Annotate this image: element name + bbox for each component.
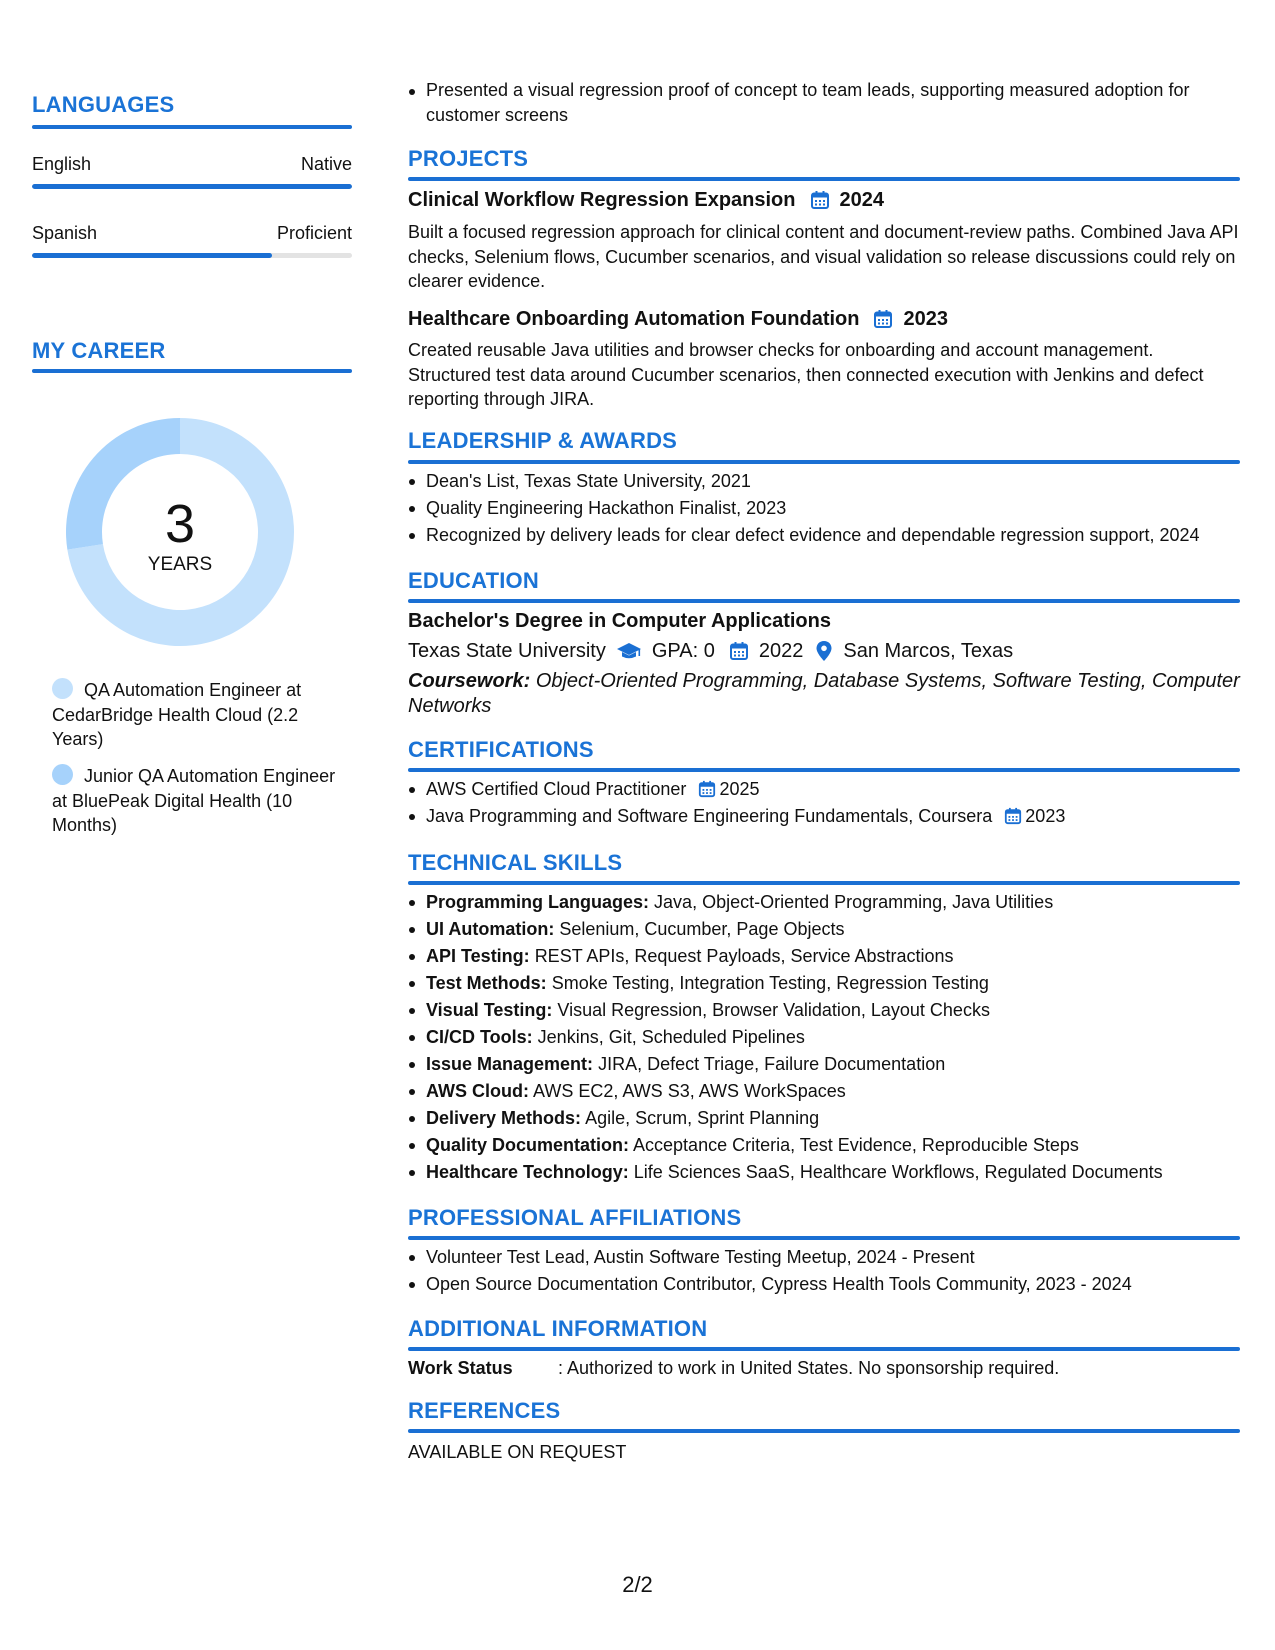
language-row-spanish [32,222,352,244]
skill-value: AWS EC2, AWS S3, AWS WorkSpaces [533,1081,846,1101]
career-legend-item [52,764,342,838]
language-bar-spanish [32,253,352,258]
career-donut-chart [60,412,300,652]
projects-rule [408,177,1240,181]
skill-item [408,1132,1240,1159]
skill-label: Visual Testing: [426,1000,553,1020]
calendar-icon [1004,807,1022,825]
legend-label: QA Automation Engineer at CedarBridge Health Cloud (2.2 Years) [52,680,302,749]
project-heading [408,187,1240,213]
language-name: Spanish [32,223,98,243]
skill-label: Programming Languages: [426,892,650,912]
certifications-rule [408,768,1240,772]
career-rule [32,369,352,373]
coursework-list: Object-Oriented Programming, Database Systems, Software Testing, Computer Networks [408,670,1240,717]
experience-bullets [408,78,1240,127]
skill-label: UI Automation: [426,919,555,939]
project-description: Created reusable Java utilities and browser checks for onboarding and account management. Structured test data around Cucumber scenarios, then connected execution with Jenkins and defect reporting through JIRA. [408,340,1204,409]
certification-year: 2025 [719,779,760,799]
page-number: 2/2 [622,1572,653,1597]
location-pin-icon [815,640,833,662]
language-bar-english [32,184,352,189]
career-legend-item [52,678,342,752]
skill-item [408,1051,1240,1078]
career-total-value: 3 [164,494,196,554]
skill-item [408,1024,1240,1051]
language-bar-fill [32,253,272,258]
career-total-unit: YEARS [147,554,213,575]
affiliation-item: Volunteer Test Lead, Austin Software Testing Meetup, 2024 - Present [408,1244,1240,1271]
legend-dot [52,764,73,785]
affiliations-rule [408,1236,1240,1240]
leadership-list [408,468,1240,549]
education-coursework [408,669,1240,718]
skills-title: TECHNICAL SKILLS [408,850,623,875]
projects-title: PROJECTS [408,146,529,171]
skill-value: Jenkins, Git, Scheduled Pipelines [537,1027,805,1047]
certifications-list [408,776,1240,830]
skill-item [408,970,1240,997]
language-level: Native [300,154,352,174]
skill-value: REST APIs, Request Payloads, Service Abstractions [534,946,954,966]
coursework-label: Coursework: [408,670,531,692]
skill-item [408,1078,1240,1105]
project-year: 2024 [839,189,884,211]
references-rule [408,1429,1240,1433]
affiliations-list [408,1244,1240,1298]
additional-title: ADDITIONAL INFORMATION [408,1316,708,1341]
experience-bullet: Presented a visual regression proof of concept to team leads, supporting measured adoption for customer screens [408,78,1240,127]
work-status-value: : Authorized to work in United States. No sponsorship required. [558,1358,1060,1378]
education-year: 2022 [758,640,804,662]
skill-label: AWS Cloud: [426,1081,529,1101]
languages-rule [32,125,352,129]
education-location: San Marcos, Texas [843,640,1014,662]
project-description: Built a focused regression approach for clinical content and document-review paths. Combined Java API checks, Selenium flows, Cucumber scenarios, and visual validation so release discussions could rely on clearer evidence. [408,222,1239,291]
skill-item [408,889,1240,916]
skill-label: Issue Management: [426,1054,594,1074]
calendar-icon [698,780,716,798]
leadership-title: LEADERSHIP & AWARDS [408,428,678,453]
references-value: AVAILABLE ON REQUEST [408,1442,627,1462]
calendar-icon [810,190,830,210]
education-gpa: GPA: 0 [651,640,715,662]
skill-label: Quality Documentation: [426,1135,630,1155]
calendar-icon [873,309,893,329]
skill-value: Selenium, Cucumber, Page Objects [559,919,845,939]
legend-label: Junior QA Automation Engineer at BluePeak Digital Health (10 Months) [52,766,336,835]
donut-slice [66,418,180,550]
certification-name: AWS Certified Cloud Practitioner [426,779,687,799]
skill-value: Smoke Testing, Integration Testing, Regression Testing [551,973,989,993]
leadership-rule [408,460,1240,464]
career-title: MY CAREER [32,338,166,363]
certification-year: 2023 [1025,806,1066,826]
education-details [408,638,1240,664]
language-level: Proficient [276,223,352,243]
skill-item [408,997,1240,1024]
skill-value: Agile, Scrum, Sprint Planning [585,1108,820,1128]
skill-item [408,1159,1240,1186]
skill-value: JIRA, Defect Triage, Failure Documentation [598,1054,946,1074]
skills-list [408,889,1240,1186]
language-name: English [32,154,92,174]
affiliations-title: PROFESSIONAL AFFILIATIONS [408,1205,742,1230]
work-status-row [408,1356,1240,1380]
skill-value: Visual Regression, Browser Validation, Layout Checks [557,1000,990,1020]
leadership-item: Dean's List, Texas State University, 2021 [408,468,1240,495]
education-rule [408,599,1240,603]
certification-item [408,776,1240,803]
additional-rule [408,1347,1240,1351]
affiliation-item: Open Source Documentation Contributor, Cypress Health Tools Community, 2023 - 2024 [408,1271,1240,1298]
education-school: Texas State University [408,640,606,662]
skill-item [408,916,1240,943]
project-name: Clinical Workflow Regression Expansion [408,189,796,211]
project-name: Healthcare Onboarding Automation Foundation [408,308,860,330]
certification-name: Java Programming and Software Engineering Fundamentals, Coursera [426,806,993,826]
education-title: EDUCATION [408,568,539,593]
language-row-english [32,153,352,175]
skill-label: Healthcare Technology: [426,1162,629,1182]
education-degree: Bachelor's Degree in Computer Applications [408,610,831,632]
skill-value: Acceptance Criteria, Test Evidence, Reproducible Steps [633,1135,1079,1155]
calendar-icon [729,641,749,661]
work-status-label: Work Status [408,1358,513,1378]
leadership-item: Quality Engineering Hackathon Finalist, 2023 [408,495,1240,522]
languages-title: LANGUAGES [32,92,175,117]
skill-item [408,1105,1240,1132]
project-heading [408,306,1240,332]
certifications-title: CERTIFICATIONS [408,737,594,762]
skill-label: Test Methods: [426,973,547,993]
legend-dot [52,678,73,699]
language-bar-fill [32,184,352,189]
skill-label: CI/CD Tools: [426,1027,533,1047]
skill-value: Life Sciences SaaS, Healthcare Workflows, Regulated Documents [633,1162,1163,1182]
references-title: REFERENCES [408,1398,561,1423]
graduation-cap-icon [616,641,642,661]
certification-item [408,803,1240,830]
project-year: 2023 [903,308,948,330]
skill-label: Delivery Methods: [426,1108,582,1128]
skill-label: API Testing: [426,946,530,966]
skill-item [408,943,1240,970]
leadership-item: Recognized by delivery leads for clear defect evidence and dependable regression support, 2024 [408,522,1240,549]
skill-value: Java, Object-Oriented Programming, Java Utilities [654,892,1054,912]
skills-rule [408,881,1240,885]
